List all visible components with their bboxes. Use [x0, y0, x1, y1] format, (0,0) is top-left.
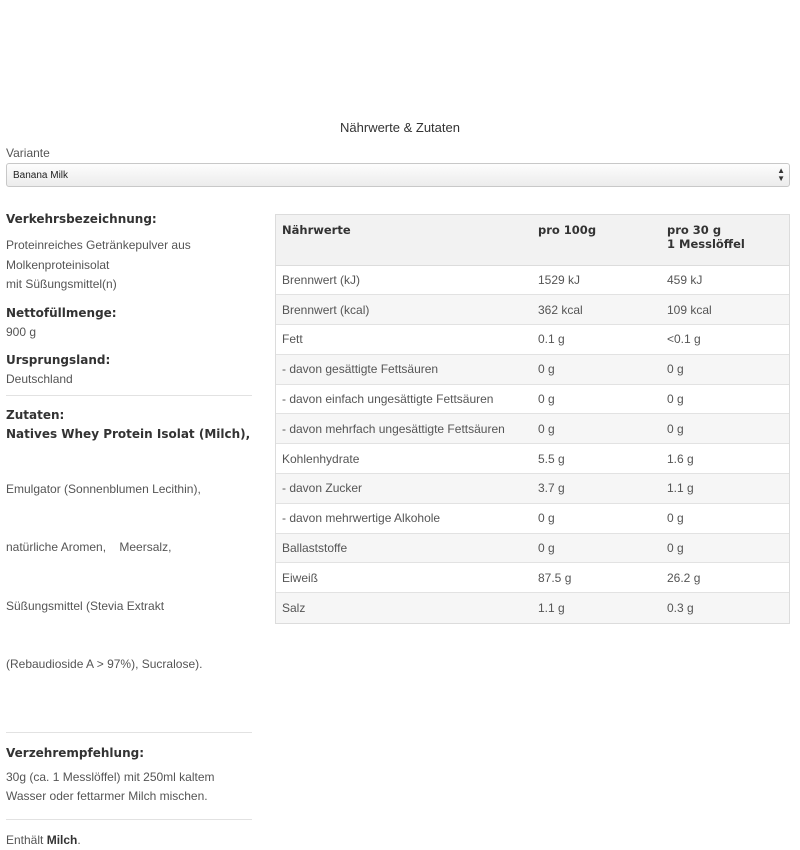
- header-pro-portion: [661, 215, 789, 265]
- table-row: [276, 503, 789, 533]
- verzehrempfehlung-text: [6, 768, 252, 807]
- table-row: [276, 533, 789, 563]
- table-row: [276, 593, 789, 623]
- nutrient-name-cell: Ballaststoffe: [276, 533, 532, 563]
- per-serving-cell: 0 g: [661, 503, 789, 533]
- per-serving-cell: 1.1 g: [661, 474, 789, 504]
- variant-select[interactable]: [6, 163, 790, 187]
- table-row: [276, 474, 789, 504]
- per-serving-cell: <0.1 g: [661, 325, 789, 355]
- per-100g-cell: 0 g: [532, 533, 661, 563]
- per-serving-cell: 0 g: [661, 384, 789, 414]
- nettofuellmenge-value: 900 g: [6, 323, 252, 343]
- allergen-name: Milch: [47, 833, 78, 847]
- nutrient-name-cell: Brennwert (kcal): [276, 295, 532, 325]
- verzehrempfehlung-line: 30g (ca. 1 Messlöffel) mit 250ml kaltem: [6, 768, 252, 788]
- variant-label: Variante: [6, 146, 50, 160]
- zutaten-line: natürliche Aromen, Meersalz,: [6, 538, 252, 558]
- table-row: [276, 354, 789, 384]
- zutaten-heading: Zutaten:: [6, 408, 252, 422]
- product-info: [6, 212, 252, 850]
- per-serving-cell: 26.2 g: [661, 563, 789, 593]
- verzehrempfehlung-line: Wasser oder fettarmer Milch mischen.: [6, 787, 252, 807]
- divider: [6, 819, 252, 820]
- per-100g-cell: 0 g: [532, 414, 661, 444]
- table-row: [276, 295, 789, 325]
- per-100g-cell: 0.1 g: [532, 325, 661, 355]
- per-serving-cell: 109 kcal: [661, 295, 789, 325]
- per-100g-cell: 3.7 g: [532, 474, 661, 504]
- nutrient-name-cell: - davon Zucker: [276, 474, 532, 504]
- header-pro-30g: pro 30 g: [667, 223, 783, 237]
- nettofuellmenge-heading: Nettofüllmenge:: [6, 306, 252, 320]
- per-100g-cell: 5.5 g: [532, 444, 661, 474]
- table-row: [276, 265, 789, 295]
- table-row: [276, 563, 789, 593]
- divider: [6, 732, 252, 733]
- nutrition-table: [275, 214, 790, 624]
- per-serving-cell: 1.6 g: [661, 444, 789, 474]
- verkehrsbezeichnung-text: [6, 236, 252, 295]
- nutrient-name-cell: Brennwert (kJ): [276, 265, 532, 295]
- select-arrows-icon: ▲ ▼: [777, 167, 785, 183]
- header-messloeffel: 1 Messlöffel: [667, 237, 783, 251]
- per-100g-cell: 0 g: [532, 503, 661, 533]
- per-100g-cell: 87.5 g: [532, 563, 661, 593]
- zutaten-main-ingredient: Natives Whey Protein Isolat (Milch),: [6, 427, 252, 441]
- nutrient-name-cell: Eiweiß: [276, 563, 532, 593]
- allergen-prefix: Enthält: [6, 833, 47, 847]
- per-100g-cell: 362 kcal: [532, 295, 661, 325]
- header-pro-100g: pro 100g: [532, 215, 661, 265]
- per-serving-cell: 0 g: [661, 414, 789, 444]
- allergen-suffix: .: [77, 833, 80, 847]
- zutaten-line: Emulgator (Sonnenblumen Lecithin),: [6, 480, 252, 500]
- allergen-notice: [6, 831, 252, 850]
- nutrient-name-cell: Kohlenhydrate: [276, 444, 532, 474]
- nutrition-table-header: [276, 215, 789, 265]
- nutrient-name-cell: Fett: [276, 325, 532, 355]
- per-serving-cell: 0 g: [661, 533, 789, 563]
- per-serving-cell: 0 g: [661, 354, 789, 384]
- ursprungsland-heading: Ursprungsland:: [6, 353, 252, 367]
- nutrition-table-body: [276, 265, 789, 623]
- per-serving-cell: 459 kJ: [661, 265, 789, 295]
- ursprungsland-value: Deutschland: [6, 370, 252, 390]
- nutrient-name-cell: - davon einfach ungesättigte Fettsäuren: [276, 384, 532, 414]
- nutrient-name-cell: - davon mehrwertige Alkohole: [276, 503, 532, 533]
- table-row: [276, 444, 789, 474]
- nutrient-name-cell: - davon mehrfach ungesättigte Fettsäuren: [276, 414, 532, 444]
- verkehrsbezeichnung-line: Molkenproteinisolat: [6, 256, 252, 276]
- verzehrempfehlung-heading: Verzehrempfehlung:: [6, 746, 252, 760]
- verkehrsbezeichnung-line: Proteinreiches Getränkepulver aus: [6, 236, 252, 256]
- zutaten-text: [6, 441, 252, 714]
- nutrient-name-cell: - davon gesättigte Fettsäuren: [276, 354, 532, 384]
- divider: [6, 395, 252, 396]
- per-100g-cell: 0 g: [532, 384, 661, 414]
- zutaten-line: (Rebaudioside A > 97%), Sucralose).: [6, 655, 252, 675]
- nutrient-name-cell: Salz: [276, 593, 532, 623]
- per-serving-cell: 0.3 g: [661, 593, 789, 623]
- table-row: [276, 384, 789, 414]
- per-100g-cell: 0 g: [532, 354, 661, 384]
- page-title: Nährwerte & Zutaten: [0, 120, 800, 135]
- per-100g-cell: 1.1 g: [532, 593, 661, 623]
- zutaten-line: Süßungsmittel (Stevia Extrakt: [6, 597, 252, 617]
- verkehrsbezeichnung-heading: Verkehrsbezeichnung:: [6, 212, 252, 226]
- table-row: [276, 325, 789, 355]
- variant-selected-value: Banana Milk: [13, 170, 68, 181]
- table-row: [276, 414, 789, 444]
- header-naehrwerte: Nährwerte: [276, 215, 532, 265]
- verkehrsbezeichnung-line: mit Süßungsmittel(n): [6, 275, 252, 295]
- per-100g-cell: 1529 kJ: [532, 265, 661, 295]
